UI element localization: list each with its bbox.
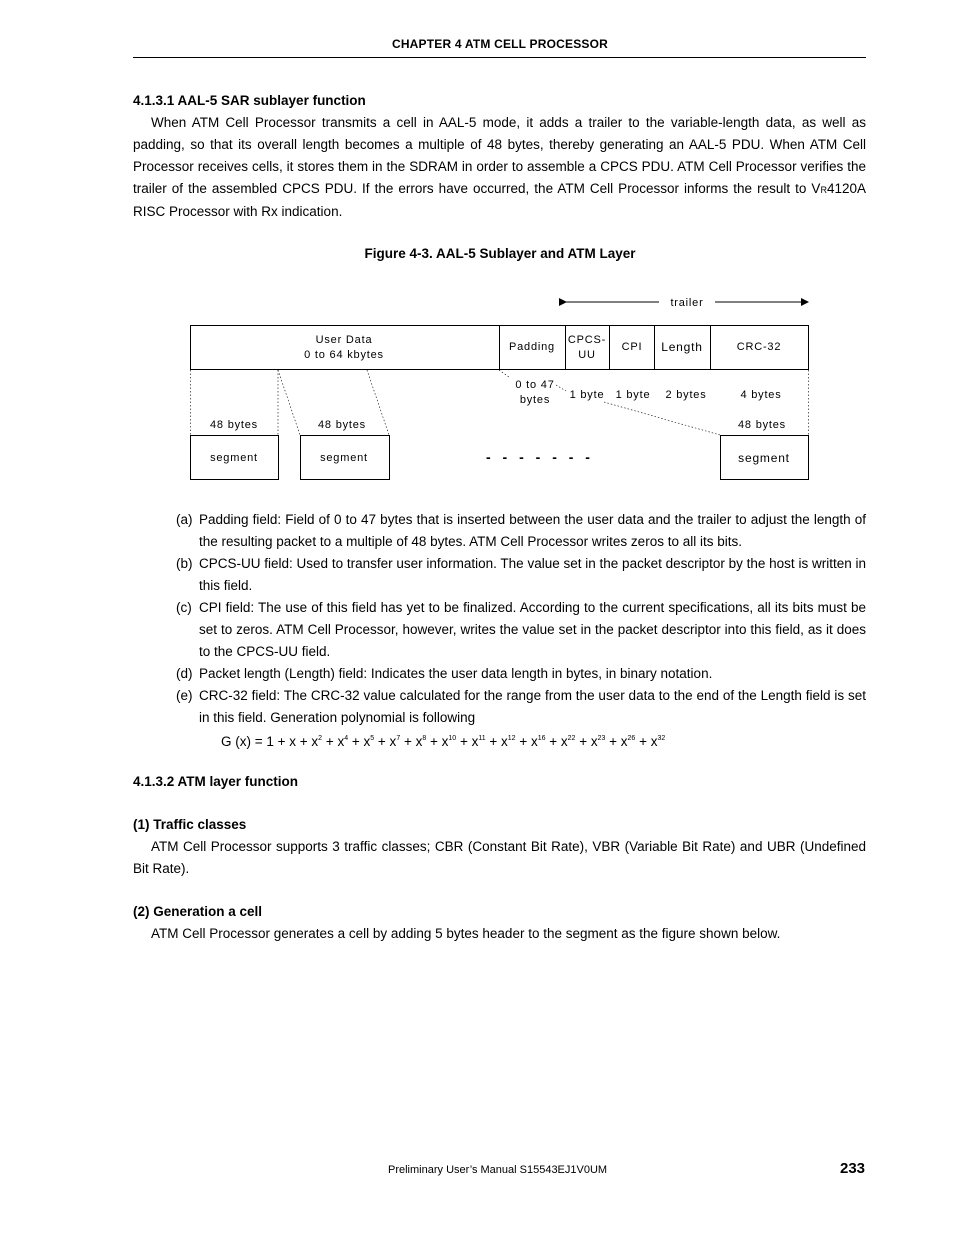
formula-op: + x <box>485 734 508 749</box>
traffic-classes-paragraph <box>133 836 866 880</box>
formula-op: + x <box>374 734 397 749</box>
formula-exp: 16 <box>537 735 546 742</box>
subsection-title-generation: (2) Generation a cell <box>133 904 263 919</box>
formula-op: + x <box>605 734 628 749</box>
formula-exp: 4 <box>344 735 349 742</box>
list-item-label: (a) <box>176 512 193 527</box>
formula-op: + x <box>545 734 568 749</box>
field-cpcs-uu: CPCS- <box>567 334 607 346</box>
list-item-label: (b) <box>176 556 193 571</box>
formula-op: + x <box>575 734 598 749</box>
formula-op: + x <box>426 734 449 749</box>
formula-exp: 32 <box>657 735 666 742</box>
formula-lhs: G (x) = 1 + x + x <box>221 734 319 749</box>
generation-polynomial <box>221 729 665 752</box>
field-user-data-size: 0 to 64 kbytes <box>304 349 384 361</box>
formula-exp: 2 <box>318 735 323 742</box>
guide-padding <box>499 370 509 377</box>
list-item <box>176 685 866 729</box>
paragraph-text: ATM Cell Processor supports 3 traffic classes; CBR (Constant Bit Rate), VBR (Variable Bit Rate) and UBR (Undefined Bit Rate). <box>133 839 866 876</box>
list-item-text: Packet length (Length) field: Indicates the user data length in bytes, in binary notation. <box>199 666 713 681</box>
formula-op: + x <box>635 734 658 749</box>
formula-exp: 26 <box>627 735 636 742</box>
size-crc32: 4 bytes <box>740 389 782 401</box>
list-item <box>176 509 866 553</box>
segment-label-2: segment <box>320 452 368 464</box>
chapter-header: CHAPTER 4 ATM CELL PROCESSOR <box>391 37 609 51</box>
subscript-r: R <box>820 185 827 195</box>
footer-manual-id: Preliminary User’s Manual S15543EJ1V0UM <box>388 1164 608 1176</box>
formula-exp: 5 <box>370 735 375 742</box>
list-item-label: (c) <box>176 600 192 615</box>
page-number: 233 <box>840 1160 866 1177</box>
paragraph-text: ATM Cell Processor generates a cell by adding 5 bytes header to the segment as the figure shown below. <box>151 926 781 941</box>
size-padding-2: bytes <box>519 394 551 406</box>
segment-label-3: segment <box>738 451 790 465</box>
list-item <box>176 663 866 685</box>
guide-seg2-left <box>278 370 300 435</box>
field-cpi: CPI <box>621 341 643 353</box>
guide-padding-size <box>556 385 566 391</box>
formula-exp: 11 <box>478 735 486 742</box>
segments-ellipsis: - - - - - - - <box>486 449 594 465</box>
size-cpi: 1 byte <box>615 389 651 401</box>
formula-op: + x <box>348 734 371 749</box>
list-item-text: CPCS-UU field: Used to transfer user information. The value set in the packet descriptor by the host is written in this field. <box>199 556 866 593</box>
formula-exp: 8 <box>422 735 427 742</box>
list-item <box>176 553 866 597</box>
list-item-text: CPI field: The use of this field has yet to be finalized. According to the current specifications, all its bits must be set to zeros. ATM Cell Processor, however, writes the value set in the packet descriptor into this field, as it does to the CPCS-UU field. <box>199 600 866 659</box>
guide-seg2-right <box>367 370 389 435</box>
list-item-text: CRC-32 field: The CRC-32 value calculated for the range from the user data to the end of the Length field is set in this field. Generation polynomial is following <box>199 688 866 725</box>
field-padding: Padding <box>509 341 555 353</box>
segment-size-3: 48 bytes <box>738 419 786 431</box>
formula-exp: 23 <box>597 735 606 742</box>
formula-exp: 7 <box>396 735 401 742</box>
list-item <box>176 597 866 663</box>
size-cpcs-uu: 1 byte <box>569 389 605 401</box>
generation-paragraph <box>133 923 866 945</box>
field-cpcs-uu-2: UU <box>578 349 596 361</box>
formula-op: + x <box>515 734 538 749</box>
subsection-title-traffic: (1) Traffic classes <box>133 817 247 832</box>
formula-op: + x <box>400 734 423 749</box>
guide-seg-last-left <box>604 402 720 435</box>
field-length: Length <box>661 340 703 354</box>
section-title-aal5: 4.1.3.1 AAL-5 SAR sublayer function <box>133 93 366 108</box>
section-title-atm-layer: 4.1.3.2 ATM layer function <box>133 774 299 789</box>
formula-exp: 12 <box>507 735 516 742</box>
field-user-data: User Data <box>315 334 373 346</box>
header-rule <box>133 57 866 58</box>
list-item-label: (d) <box>176 666 193 681</box>
paragraph-text-end: 4120A RISC Processor with Rx indication. <box>133 181 866 219</box>
paragraph-text: When ATM Cell Processor transmits a cell in AAL-5 mode, it adds a trailer to the variable-length data, as well as padding, so that its overall length becomes a multiple of 48 bytes, thereby generating an AAL-5 PDU. When ATM Cell Processor receives cells, it stores them in the SDRAM in order to assemble a CPCS PDU. ATM Cell Processor verifies the trailer of the assembled CPCS PDU. If the errors have occurred, the ATM Cell Processor informs the result to V <box>133 115 866 196</box>
segment-size-1: 48 bytes <box>210 419 258 431</box>
aal5-diagram <box>0 285 954 490</box>
figure-title: Figure 4-3. AAL-5 Sublayer and ATM Layer <box>364 246 636 261</box>
section-paragraph-aal5 <box>133 112 866 223</box>
segment-label-1: segment <box>210 452 258 464</box>
field-crc32: CRC-32 <box>736 341 782 353</box>
size-padding: 0 to 47 <box>515 379 555 391</box>
formula-exp: 10 <box>448 735 457 742</box>
list-item-text: Padding field: Field of 0 to 47 bytes that is inserted between the user data and the trailer to adjust the length of the resulting packet to a multiple of 48 bytes. ATM Cell Processor writes zeros to all its bits. <box>199 512 866 549</box>
field-definition-list <box>176 509 866 729</box>
trailer-label: trailer <box>670 297 704 309</box>
size-length: 2 bytes <box>665 389 707 401</box>
segment-size-2: 48 bytes <box>318 419 366 431</box>
formula-op: + x <box>322 734 345 749</box>
list-item-label: (e) <box>176 688 193 703</box>
formula-op: + x <box>456 734 479 749</box>
formula-exp: 22 <box>567 735 576 742</box>
